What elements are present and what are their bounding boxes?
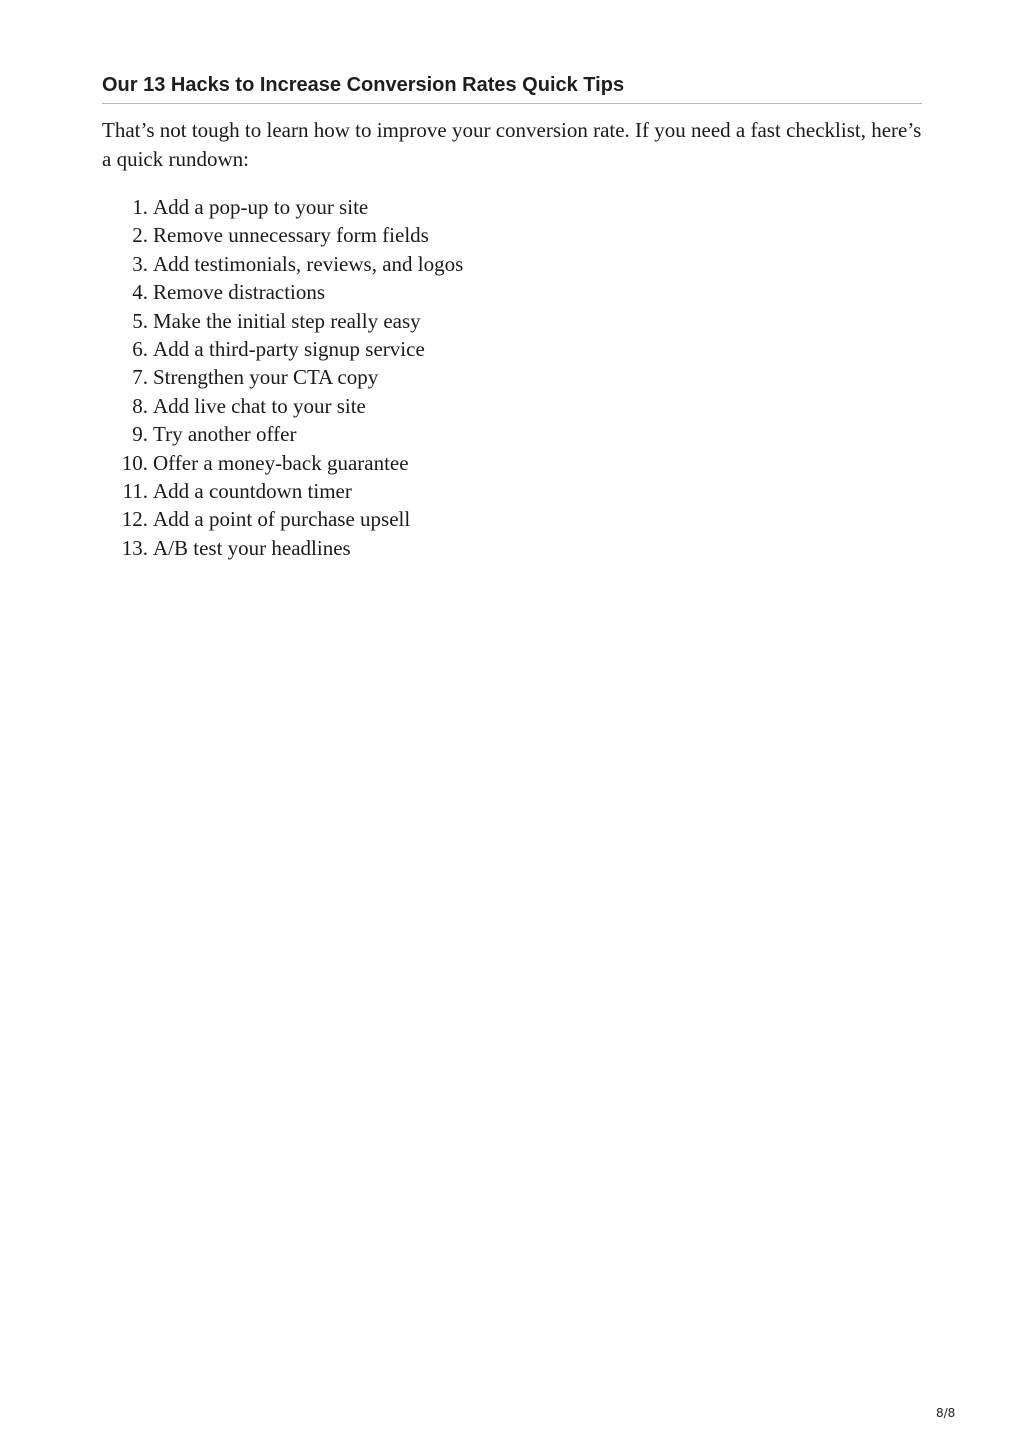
list-item-text: A/B test your headlines [153, 535, 351, 560]
list-item [102, 335, 922, 363]
list-item-number: 8. [132, 393, 148, 418]
list-item-text: Remove unnecessary form fields [153, 223, 429, 248]
list-item-number: 1. [132, 195, 148, 219]
list-item [102, 193, 922, 221]
list-item-number: 4. [132, 280, 148, 305]
list-item-number: 12. [121, 507, 148, 532]
list-item [102, 534, 922, 562]
list-item-text: Add a point of purchase upsell [153, 507, 411, 532]
list-item-text: Add testimonials, reviews, and logos [153, 251, 464, 276]
list-item-number: 7. [132, 365, 148, 390]
list-item [102, 392, 922, 420]
intro-paragraph: That’s not tough to learn how to improve your conversion rate. If you need a fast checklist, here’s a quick rundown: [102, 118, 922, 171]
article-body [102, 72, 922, 562]
list-item-text: Offer a money-back guarantee [153, 450, 409, 475]
tips-list [102, 193, 922, 562]
list-item [102, 449, 922, 477]
list-item-number: 11. [122, 479, 148, 504]
list-item-text: Add a pop-up to your site [153, 195, 369, 219]
list-item [102, 307, 922, 335]
list-item-text: Remove distractions [153, 280, 326, 305]
list-item [102, 363, 922, 391]
list-item-text: Strengthen your CTA copy [153, 365, 379, 390]
section-heading: Our 13 Hacks to Increase Conversion Rates Quick Tips [102, 72, 922, 104]
list-item-number: 6. [132, 337, 148, 362]
list-item [102, 420, 922, 448]
list-item-text: Make the initial step really easy [153, 308, 421, 333]
list-item [102, 250, 922, 278]
list-item [102, 477, 922, 505]
list-item-number: 13. [121, 535, 148, 560]
list-item-text: Add a third-party signup service [153, 337, 425, 362]
list-item-number: 10. [121, 450, 148, 475]
list-item-number: 9. [132, 422, 148, 447]
list-item [102, 278, 922, 306]
list-item-text: Add live chat to your site [153, 393, 366, 418]
list-item-number: 3. [132, 251, 148, 276]
page-number: 8/8 [936, 1406, 956, 1420]
list-item-text: Try another offer [153, 422, 297, 447]
list-item [102, 221, 922, 249]
list-item-number: 5. [132, 308, 148, 333]
list-item-text: Add a countdown timer [153, 479, 352, 504]
list-item-number: 2. [132, 223, 148, 248]
list-item [102, 505, 922, 533]
